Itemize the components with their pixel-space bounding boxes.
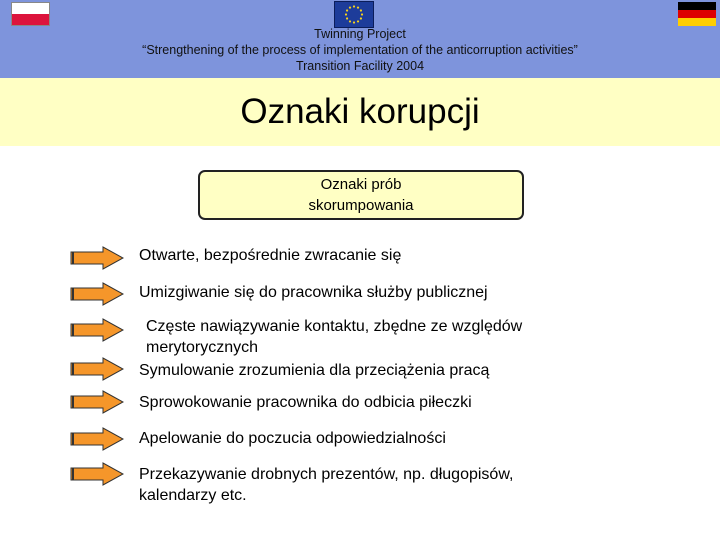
list-item (146, 316, 522, 358)
orange-arrow-icon (70, 282, 124, 306)
orange-arrow-icon (70, 246, 124, 270)
list-item: Sprowokowanie pracownika do odbicia piłeczki (139, 394, 472, 411)
orange-arrow-icon (70, 427, 124, 451)
poland-flag-icon (11, 2, 50, 26)
list-item: Otwarte, bezpośrednie zwracanie się (139, 247, 402, 264)
list-item-line-1: Częste nawiązywanie kontaktu, zbędne ze względów (146, 318, 523, 335)
slide-title: Oznaki korupcji (240, 92, 480, 131)
list-item: Umizgiwanie się do pracownika służby publicznej (139, 284, 488, 301)
eu-flag-icon (334, 1, 374, 28)
list-item-line-2: merytorycznych (146, 339, 259, 356)
header-line-3: Transition Facility 2004 (295, 59, 425, 73)
category-box (198, 170, 524, 220)
list-item-line-2: kalendarzy etc. (139, 487, 247, 504)
orange-arrow-icon (70, 390, 124, 414)
list-item: Symulowanie zrozumienia dla przeciążenia pracą (139, 362, 490, 379)
project-header-text (0, 26, 720, 74)
germany-flag-icon (678, 2, 716, 26)
orange-arrow-icon (70, 357, 124, 381)
category-line-2: skorumpowania (308, 197, 414, 214)
list-item: Apelowanie do poczucia odpowiedzialności (139, 430, 446, 447)
header-line-2: “Strengthening of the process of implementation of the anticorruption activities” (142, 43, 578, 57)
orange-arrow-icon (70, 318, 124, 342)
list-item-line-1: Przekazywanie drobnych prezentów, np. długopisów, (139, 466, 514, 483)
orange-arrow-icon (70, 462, 124, 486)
header-line-1: Twinning Project (314, 27, 406, 41)
list-item (139, 464, 513, 506)
category-line-1: Oznaki prób (320, 176, 402, 193)
